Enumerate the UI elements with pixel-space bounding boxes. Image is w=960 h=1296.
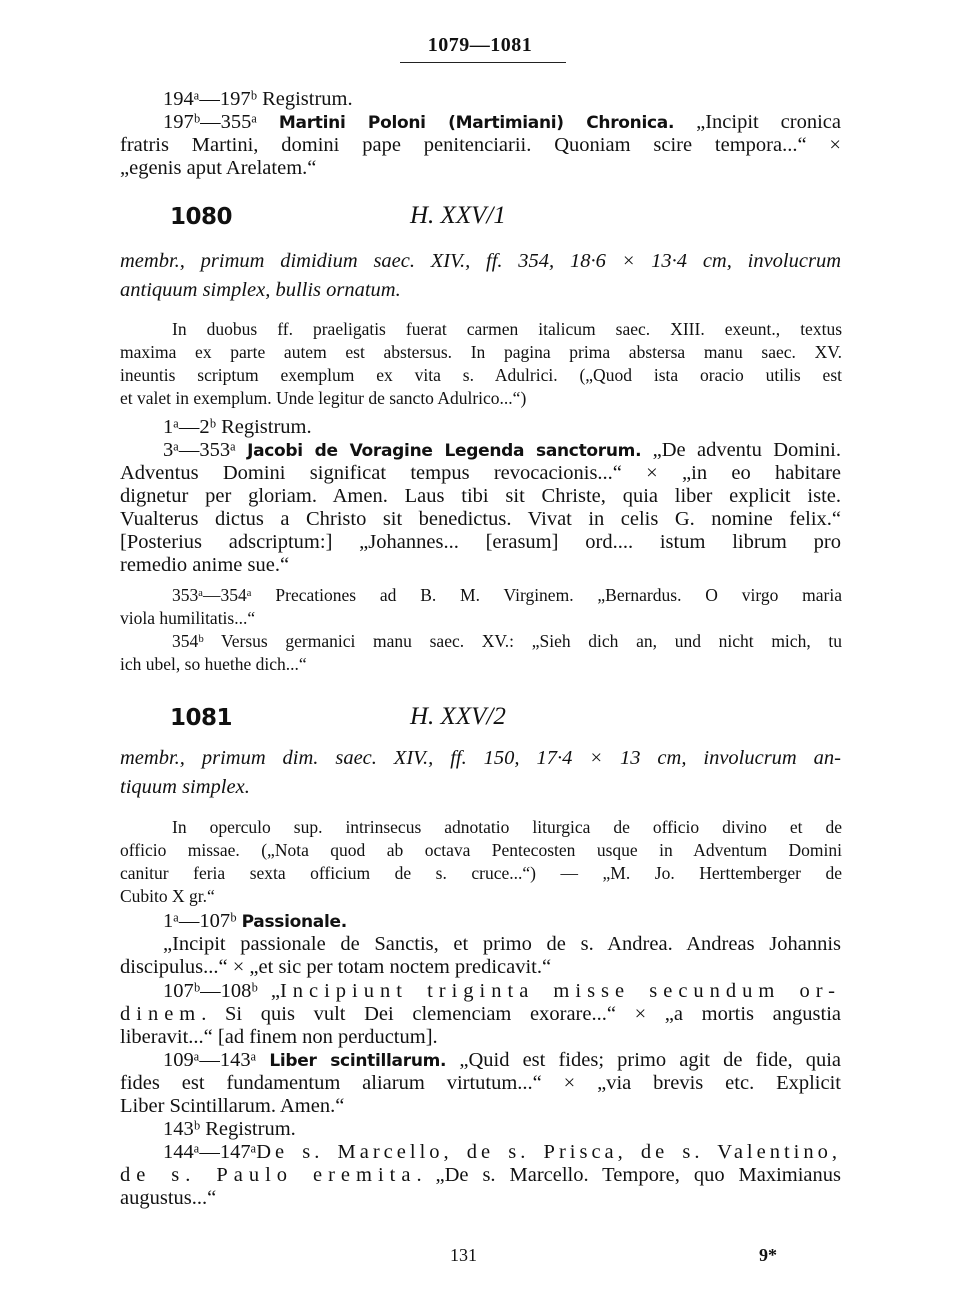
note-line: In duobus ff. praeligatis fuerat carmen italicum saec. XIII. exeunt., textus	[172, 319, 842, 339]
entry-line: fratris Martini, domini pape penitenciarii. Quoniam scire tempora...“ ×	[120, 134, 841, 156]
entry-line: discipulus...“ × „et sic per totam noctem predicavit.“	[120, 956, 552, 978]
note-line: canitur feria sexta officium de s. cruce...“) — „M. Jo. Herttemberger de	[120, 863, 842, 883]
note-line: officio missae. („Nota quod ab octava Pentecosten usque in Adventum Domini	[120, 840, 842, 860]
entry-line: viola humilitatis...“	[120, 608, 256, 628]
entry-line: fides est fundamentum aliarum virtutum...“ × „via brevis etc. Explicit	[120, 1072, 841, 1094]
entry-line: „egenis aput Arelatem.“	[120, 157, 317, 179]
page-number: 131	[450, 1245, 477, 1265]
manuscript-signature: H. XXV/2	[410, 703, 506, 730]
manuscript-number: 1080	[170, 204, 233, 230]
entry-line: Vualterus dictus a Christo sit benedictus. Vivat in celis G. nomine felix.“	[120, 508, 841, 530]
description-line: tiquum simplex.	[120, 776, 250, 798]
entry-line: „Incipit passionale de Sanctis, et primo de s. Andrea. Andreas Johannis	[163, 933, 841, 955]
header-rule	[400, 62, 566, 63]
entry-line: 109ᵃ—143ᵃ Liber scintillarum. „Quid est fides; primo agit de fide, quia	[163, 1049, 842, 1071]
entry-line: 143ᵇ Registrum.	[163, 1118, 296, 1140]
entry-line: remedio anime sue.“	[120, 554, 290, 576]
entry-title: Liber scintillarum.	[269, 1051, 447, 1071]
entry-line: 194ᵃ—197ᵇ Registrum.	[163, 88, 353, 110]
entry-line: ich ubel, so huethe dich...“	[120, 654, 307, 674]
entry-line: augustus...“	[120, 1187, 217, 1209]
entry-title: Passionale.	[241, 912, 347, 932]
entry-line: dinem. Si quis vult Dei clemenciam exorare...“ × „a mortis angustia	[120, 1003, 841, 1025]
entry-line: liberavit...“ [ad finem non perductum].	[120, 1026, 438, 1048]
entry-title: Jacobi de Voragine Legenda sanctorum.	[247, 441, 642, 461]
entry-line: Liber Scintillarum. Amen.“	[120, 1095, 345, 1117]
entry-line: [Posterius adscriptum:] „Johannes... [erasum] ord.... istum librum pro	[120, 531, 841, 553]
entry-line: 354ᵇ Versus germanici manu saec. XV.: „Sieh dich an, und nicht mich, tu	[172, 631, 842, 651]
entry-line: 107ᵇ—108ᵇ „Incipiunt triginta misse secundum or-	[163, 980, 842, 1002]
manuscript-signature: H. XXV/1	[410, 202, 506, 229]
description-line: antiquum simplex, bullis ornatum.	[120, 279, 401, 301]
entry-line: de s. Paulo eremita. „De s. Marcello. Tempore, quo Maximianus	[120, 1164, 841, 1186]
note-line: maxima ex parte autem est abstersus. In pagina prima abstersa manu saec. XV.	[120, 342, 842, 362]
note-line: et valet in exemplum. Unde legitur de sancto Adulrico...“)	[120, 388, 527, 408]
note-line: ineuntis scriptum exemplum ex vita s. Adulrici. („Quod ista oracio utilis est	[120, 365, 842, 385]
entry-line: 1ᵃ—2ᵇ Registrum.	[163, 416, 312, 438]
entry-line: 144ᵃ—147ᵃDe s. Marcello, de s. Prisca, de s. Valentino,	[163, 1141, 841, 1163]
manuscript-number: 1081	[170, 705, 233, 731]
entry-line: 3ᵃ—353ᵃ Jacobi de Voragine Legenda sanctorum. „De adventu Domini.	[163, 439, 841, 461]
entry-line: 1ᵃ—107ᵇ Passionale.	[163, 910, 347, 932]
note-line: Cubito X gr.“	[120, 886, 215, 906]
description-line: membr., primum dim. saec. XIV., ff. 150, 17·4 × 13 cm, involucrum an-	[120, 747, 841, 769]
entry-line: 197ᵇ—355ᵃ Martini Poloni (Martimiani) Chronica. „Incipit cronica	[163, 111, 841, 133]
note-line: In operculo sup. intrinsecus adnotatio liturgica de officio divino et de	[172, 817, 842, 837]
description-line: membr., primum dimidium saec. XIV., ff. 354, 18·6 × 13·4 cm, involucrum	[120, 250, 841, 272]
page-header: 1079—1081	[427, 34, 533, 56]
entry-line: 353ᵃ—354ᵃ Precationes ad B. M. Virginem. „Bernardus. O virgo maria	[172, 585, 842, 605]
signature-mark: 9*	[759, 1245, 777, 1265]
entry-title: Martini Poloni (Martimiani) Chronica.	[278, 113, 675, 133]
entry-line: Adventus Domini significat tempus revocacionis...“ × „in eo habitare	[120, 462, 841, 484]
entry-line: dignetur per gloriam. Amen. Laus tibi sit Christe, quia liber explicit iste.	[120, 485, 841, 507]
